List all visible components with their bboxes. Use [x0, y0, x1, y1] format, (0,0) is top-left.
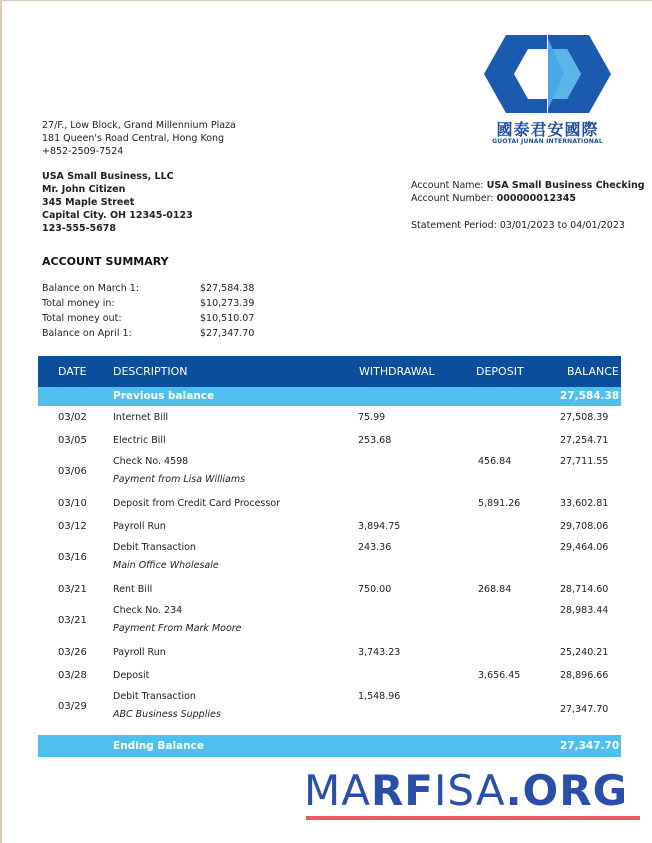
watermark-text: [304, 767, 628, 815]
table-row: [38, 515, 621, 538]
table-row: [38, 492, 621, 515]
row-withdrawal: 253.68: [358, 435, 392, 446]
row-date: 03/21: [58, 584, 87, 595]
watermark-underline: [306, 816, 640, 820]
row-date: 03/29: [58, 701, 87, 712]
row-balance: 33,602.81: [560, 498, 609, 509]
row-balance: 28,896.66: [560, 670, 609, 681]
street: 345 Maple Street: [42, 197, 135, 208]
address-line: 27/F., Low Block, Grand Millennium Plaza: [42, 120, 236, 131]
row-description: Deposit: [113, 670, 150, 681]
statement-period: Statement Period: 03/01/2023 to 04/01/2023: [411, 220, 625, 231]
company-name: USA Small Business, LLC: [42, 171, 174, 182]
logo-english-text: GUOTAI JUNAN INTERNATIONAL: [492, 138, 603, 145]
row-withdrawal: 3,894.75: [358, 521, 401, 532]
row-sub-description: ABC Business Supplies: [113, 709, 221, 720]
phone: +852-2509-7524: [42, 146, 124, 157]
row-withdrawal: 1,548.96: [358, 691, 401, 702]
bank-logo: [480, 31, 615, 151]
table-row: [38, 641, 621, 664]
row-withdrawal: 243.36: [358, 542, 392, 553]
table-body: [38, 406, 621, 735]
row-balance: 27,254.71: [560, 435, 609, 446]
row-withdrawal: 75.99: [358, 412, 386, 423]
summary-label: Total money in:: [42, 298, 115, 309]
summary-row: [42, 296, 280, 311]
account-name-label: Account Name:: [411, 180, 484, 191]
header-description: DESCRIPTION: [113, 365, 188, 378]
address-line: 181 Queen's Road Central, Hong Kong: [42, 133, 225, 144]
row-sub-description: Payment From Mark Moore: [113, 623, 242, 634]
row-description: Check No. 234: [113, 605, 183, 616]
row-date: 03/26: [58, 647, 87, 658]
row-balance: 28,983.44: [560, 605, 609, 616]
table-row: [38, 601, 621, 641]
account-summary: [42, 281, 280, 341]
row-description: Check No. 4598: [113, 456, 189, 467]
ending-balance-row: [38, 735, 621, 757]
row-description: Deposit from Credit Card Processor: [113, 498, 281, 509]
account-number-value: 000000012345: [496, 193, 576, 204]
logo-chinese-text: 國泰君安國際: [496, 120, 599, 139]
row-date: 03/05: [58, 435, 87, 446]
account-number-label: Account Number:: [411, 193, 494, 204]
summary-label: Balance on April 1:: [42, 328, 132, 339]
row-withdrawal: 750.00: [358, 584, 392, 595]
summary-label: Total money out:: [42, 313, 122, 324]
table-row: [38, 406, 621, 429]
row-balance: 27,347.70: [560, 704, 609, 715]
row-balance: 28,714.60: [560, 584, 609, 595]
summary-value: $10,510.07: [200, 313, 255, 324]
table-header: [38, 356, 621, 387]
row-description: Electric Bill: [113, 435, 166, 446]
row-description: Payroll Run: [113, 647, 166, 658]
watermark-part: MA: [304, 766, 371, 815]
contact-name: Mr. John Citizen: [42, 184, 126, 195]
summary-value: $10,273.39: [200, 298, 255, 309]
row-description: Internet Bill: [113, 412, 169, 423]
table-row: [38, 538, 621, 578]
summary-title: ACCOUNT SUMMARY: [42, 255, 169, 268]
previous-balance-row: [38, 387, 621, 406]
row-date: 03/28: [58, 670, 87, 681]
client-phone: 123-555-5678: [42, 223, 116, 234]
bank-address: [42, 119, 236, 158]
row-balance: 29,708.06: [560, 521, 609, 532]
row-date: 03/16: [58, 552, 87, 563]
summary-label: Balance on March 1:: [42, 283, 139, 294]
previous-balance-label: Previous balance: [113, 390, 215, 402]
row-date: 03/10: [58, 498, 87, 509]
row-deposit: 3,656.45: [478, 670, 521, 681]
watermark-part: .ORG: [505, 766, 629, 815]
row-date: 03/06: [58, 466, 87, 477]
ending-balance-label: Ending Balance: [113, 740, 205, 752]
account-info: [411, 179, 645, 205]
transactions-table: [38, 356, 621, 757]
row-deposit: 456.84: [478, 456, 512, 467]
row-date: 03/02: [58, 412, 87, 423]
row-description: Debit Transaction: [113, 542, 196, 553]
row-balance: 29,464.06: [560, 542, 609, 553]
table-row: [38, 687, 621, 727]
row-date: 03/21: [58, 615, 87, 626]
header-withdrawal: WITHDRAWAL: [359, 365, 435, 378]
row-description: Payroll Run: [113, 521, 166, 532]
row-description: Debit Transaction: [113, 691, 196, 702]
account-name-value: USA Small Business Checking: [486, 180, 645, 191]
row-deposit: 5,891.26: [478, 498, 521, 509]
header-deposit: DEPOSIT: [476, 365, 524, 378]
watermark-part: ISA: [434, 766, 506, 815]
table-row: [38, 452, 621, 492]
row-withdrawal: 3,743.23: [358, 647, 401, 658]
table-row: [38, 429, 621, 452]
summary-value: $27,584.38: [200, 283, 255, 294]
row-deposit: 268.84: [478, 584, 512, 595]
summary-row: [42, 326, 280, 341]
row-description: Rent Bill: [113, 584, 153, 595]
row-balance: 27,508.39: [560, 412, 609, 423]
row-balance: 25,240.21: [560, 647, 609, 658]
row-sub-description: Main Office Wholesale: [113, 560, 219, 571]
watermark-part: RF: [370, 766, 434, 815]
table-row: [38, 578, 621, 601]
city: Capital City. OH 12345-0123: [42, 210, 193, 221]
ending-balance-value: 27,347.70: [560, 740, 620, 752]
row-sub-description: Payment from Lisa Williams: [113, 474, 246, 485]
row-date: 03/12: [58, 521, 87, 532]
table-row: [38, 664, 621, 687]
summary-value: $27,347.70: [200, 328, 255, 339]
summary-row: [42, 311, 280, 326]
summary-row: [42, 281, 280, 296]
header-balance: BALANCE: [567, 365, 619, 378]
client-address: [42, 170, 193, 235]
hexagon-logo-icon: [480, 31, 615, 117]
previous-balance-value: 27,584.38: [560, 390, 620, 402]
row-balance: 27,711.55: [560, 456, 609, 467]
header-date: DATE: [58, 365, 87, 378]
